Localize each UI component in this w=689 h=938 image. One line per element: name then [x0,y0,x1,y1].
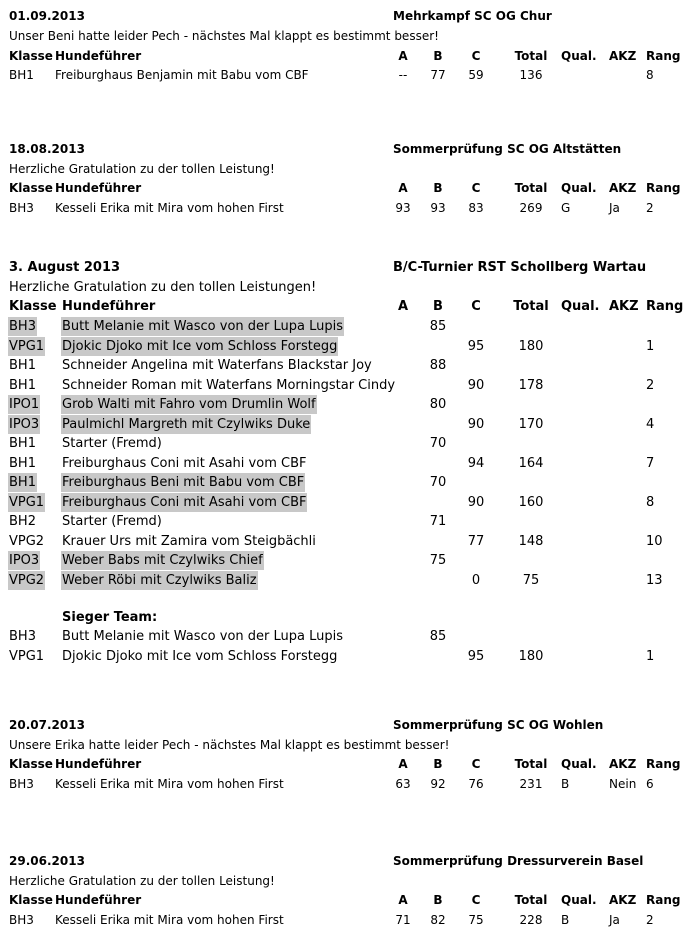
table-row [0,627,689,646]
cell-klasse: BH1 [9,475,36,490]
event-date: 01.09.2013 [9,9,85,23]
table-row [0,473,689,492]
cell-name: Starter (Fremd) [62,514,162,529]
cell-c: 95 [467,338,485,354]
table-row: BH3 Kesseli Erika mit Mira vom hohen First 93 93 83 269 G Ja 2 [9,201,654,215]
event-message: Unser Beni hatte leider Pech - nächstes Mal klappt es bestimmt besser! [9,29,439,43]
cell-klasse: BH1 [9,358,36,373]
event-message: Herzliche Gratulation zu der tollen Leistung! [9,162,275,176]
table-header: Klasse Hundeführer A B C Total Qual. AKZ Rang [9,757,681,771]
table-row [0,532,689,551]
cell-c: 94 [467,455,485,471]
cell-klasse: IPO1 [9,397,40,412]
event-header [0,7,689,26]
cell-klasse: BH3 [9,319,36,334]
cell-rang: 10 [646,533,663,549]
table-row: BH1 Freiburghaus Benjamin mit Babu vom CBF -- 77 59 136 8 [9,68,654,82]
cell-c: 95 [467,648,485,664]
event-title: Mehrkampf SC OG Chur [393,9,552,23]
cell-name: Freiburghaus Coni mit Asahi vom CBF [62,455,307,471]
event-header [0,258,689,277]
cell-total: 180 [518,648,544,664]
table-row [0,493,689,512]
cell-rang: 1 [646,338,655,354]
cell-rang: 2 [646,377,655,393]
cell-b: 80 [429,397,447,412]
cell-name: Weber Babs mit Czylwiks Chief [62,553,263,568]
event-header [0,716,689,735]
cell-total: 75 [522,572,540,588]
cell-total: 148 [518,533,544,549]
cell-rang: 8 [646,494,655,510]
cell-name: Schneider Roman mit Waterfans Morningstar Cindy [62,377,396,393]
cell-klasse: VPG2 [9,533,45,549]
cell-name: Djokic Djoko mit Ice vom Schloss Forstegg [62,338,338,354]
table-row: BH3 Kesseli Erika mit Mira vom hohen First 63 92 76 231 B Nein 6 [9,777,654,791]
cell-rang: 13 [646,572,663,588]
table-header: Klasse Hundeführer A B C Total Qual. AKZ Rang [9,181,681,195]
table-row [0,512,689,531]
cell-klasse: VPG1 [9,494,45,510]
cell-b: 88 [429,358,447,373]
event-date: 29.06.2013 [9,854,85,868]
cell-klasse: IPO3 [9,416,40,432]
cell-name: Starter (Fremd) [62,436,162,451]
cell-name: Freiburghaus Beni mit Babu vom CBF [62,475,305,490]
cell-total: 164 [518,455,544,471]
event-header [0,140,689,159]
event-title: Sommerprüfung Dressurverein Basel [393,854,644,868]
cell-klasse: BH3 [9,629,36,644]
cell-rang: 7 [646,455,655,471]
cell-rang: 4 [646,416,655,432]
table-row [0,454,689,473]
cell-klasse: IPO3 [9,553,40,568]
cell-name: Butt Melanie mit Wasco von der Lupa Lupis [62,319,343,334]
cell-b: 70 [429,475,447,490]
event-date: 3. August 2013 [9,260,121,275]
table-row [0,647,689,666]
cell-rang: 1 [646,648,655,664]
cell-name: Butt Melanie mit Wasco von der Lupa Lupis [62,629,343,644]
event-title: B/C-Turnier RST Schollberg Wartau [393,260,647,275]
cell-c: 90 [467,377,485,393]
cell-total: 180 [518,338,544,354]
cell-total: 160 [518,494,544,510]
cell-name: Freiburghaus Coni mit Asahi vom CBF [62,494,307,510]
table-row [0,376,689,395]
cell-total: 170 [518,416,544,432]
cell-name: Paulmichl Margreth mit Czylwiks Duke [62,416,311,432]
table-row [0,356,689,375]
table-row [0,551,689,570]
cell-c: 77 [467,533,485,549]
cell-c: 90 [467,494,485,510]
table-row [0,571,689,590]
cell-c: 0 [471,572,481,588]
table-row [0,337,689,356]
cell-klasse: VPG1 [9,648,45,664]
cell-klasse: BH1 [9,455,36,471]
cell-b: 71 [429,514,447,529]
cell-klasse: BH2 [9,514,36,529]
table-row [0,434,689,453]
cell-name: Weber Röbi mit Czylwiks Baliz [62,572,257,588]
cell-b: 70 [429,436,447,451]
event-message: Herzliche Gratulation zu der tollen Leistung! [9,874,275,888]
event-date: 20.07.2013 [9,718,85,732]
cell-b: 85 [429,319,447,334]
cell-klasse: BH1 [9,377,36,393]
cell-name: Krauer Urs mit Zamira vom Steigbächli [62,533,316,549]
cell-klasse: BH1 [9,436,36,451]
cell-b: 85 [429,629,447,644]
event-message: Herzliche Gratulation zu den tollen Leistungen! [9,280,317,295]
cell-klasse: VPG1 [9,338,45,354]
cell-name: Djokic Djoko mit Ice vom Schloss Forstegg [62,648,338,664]
table-row: BH3 Kesseli Erika mit Mira vom hohen First 71 82 75 228 B Ja 2 [9,913,654,927]
cell-klasse: VPG2 [9,572,45,588]
event-date: 18.08.2013 [9,142,85,156]
table-header: Klasse Hundeführer A B C Total Qual. AKZ Rang [9,893,681,907]
table-row [0,415,689,434]
cell-b: 75 [429,553,447,568]
cell-name: Schneider Angelina mit Waterfans Blackstar Joy [62,358,372,373]
table-row [0,395,689,414]
table-row [0,317,689,336]
cell-total: 178 [518,377,544,393]
event-title: Sommerprüfung SC OG Altstätten [393,142,622,156]
event-title: Sommerprüfung SC OG Wohlen [393,718,604,732]
cell-name: Grob Walti mit Fahro vom Drumlin Wolf [62,397,316,412]
team-title: Sieger Team: [62,610,158,625]
event-header [0,852,689,871]
event-message: Unsere Erika hatte leider Pech - nächstes Mal klappt es bestimmt besser! [9,738,450,752]
table-header: Klasse Hundeführer A B C Total Qual. AKZ Rang [9,49,681,63]
table-header: Klasse Hundeführer A B C Total Qual. AKZ Rang [9,299,684,314]
cell-c: 90 [467,416,485,432]
